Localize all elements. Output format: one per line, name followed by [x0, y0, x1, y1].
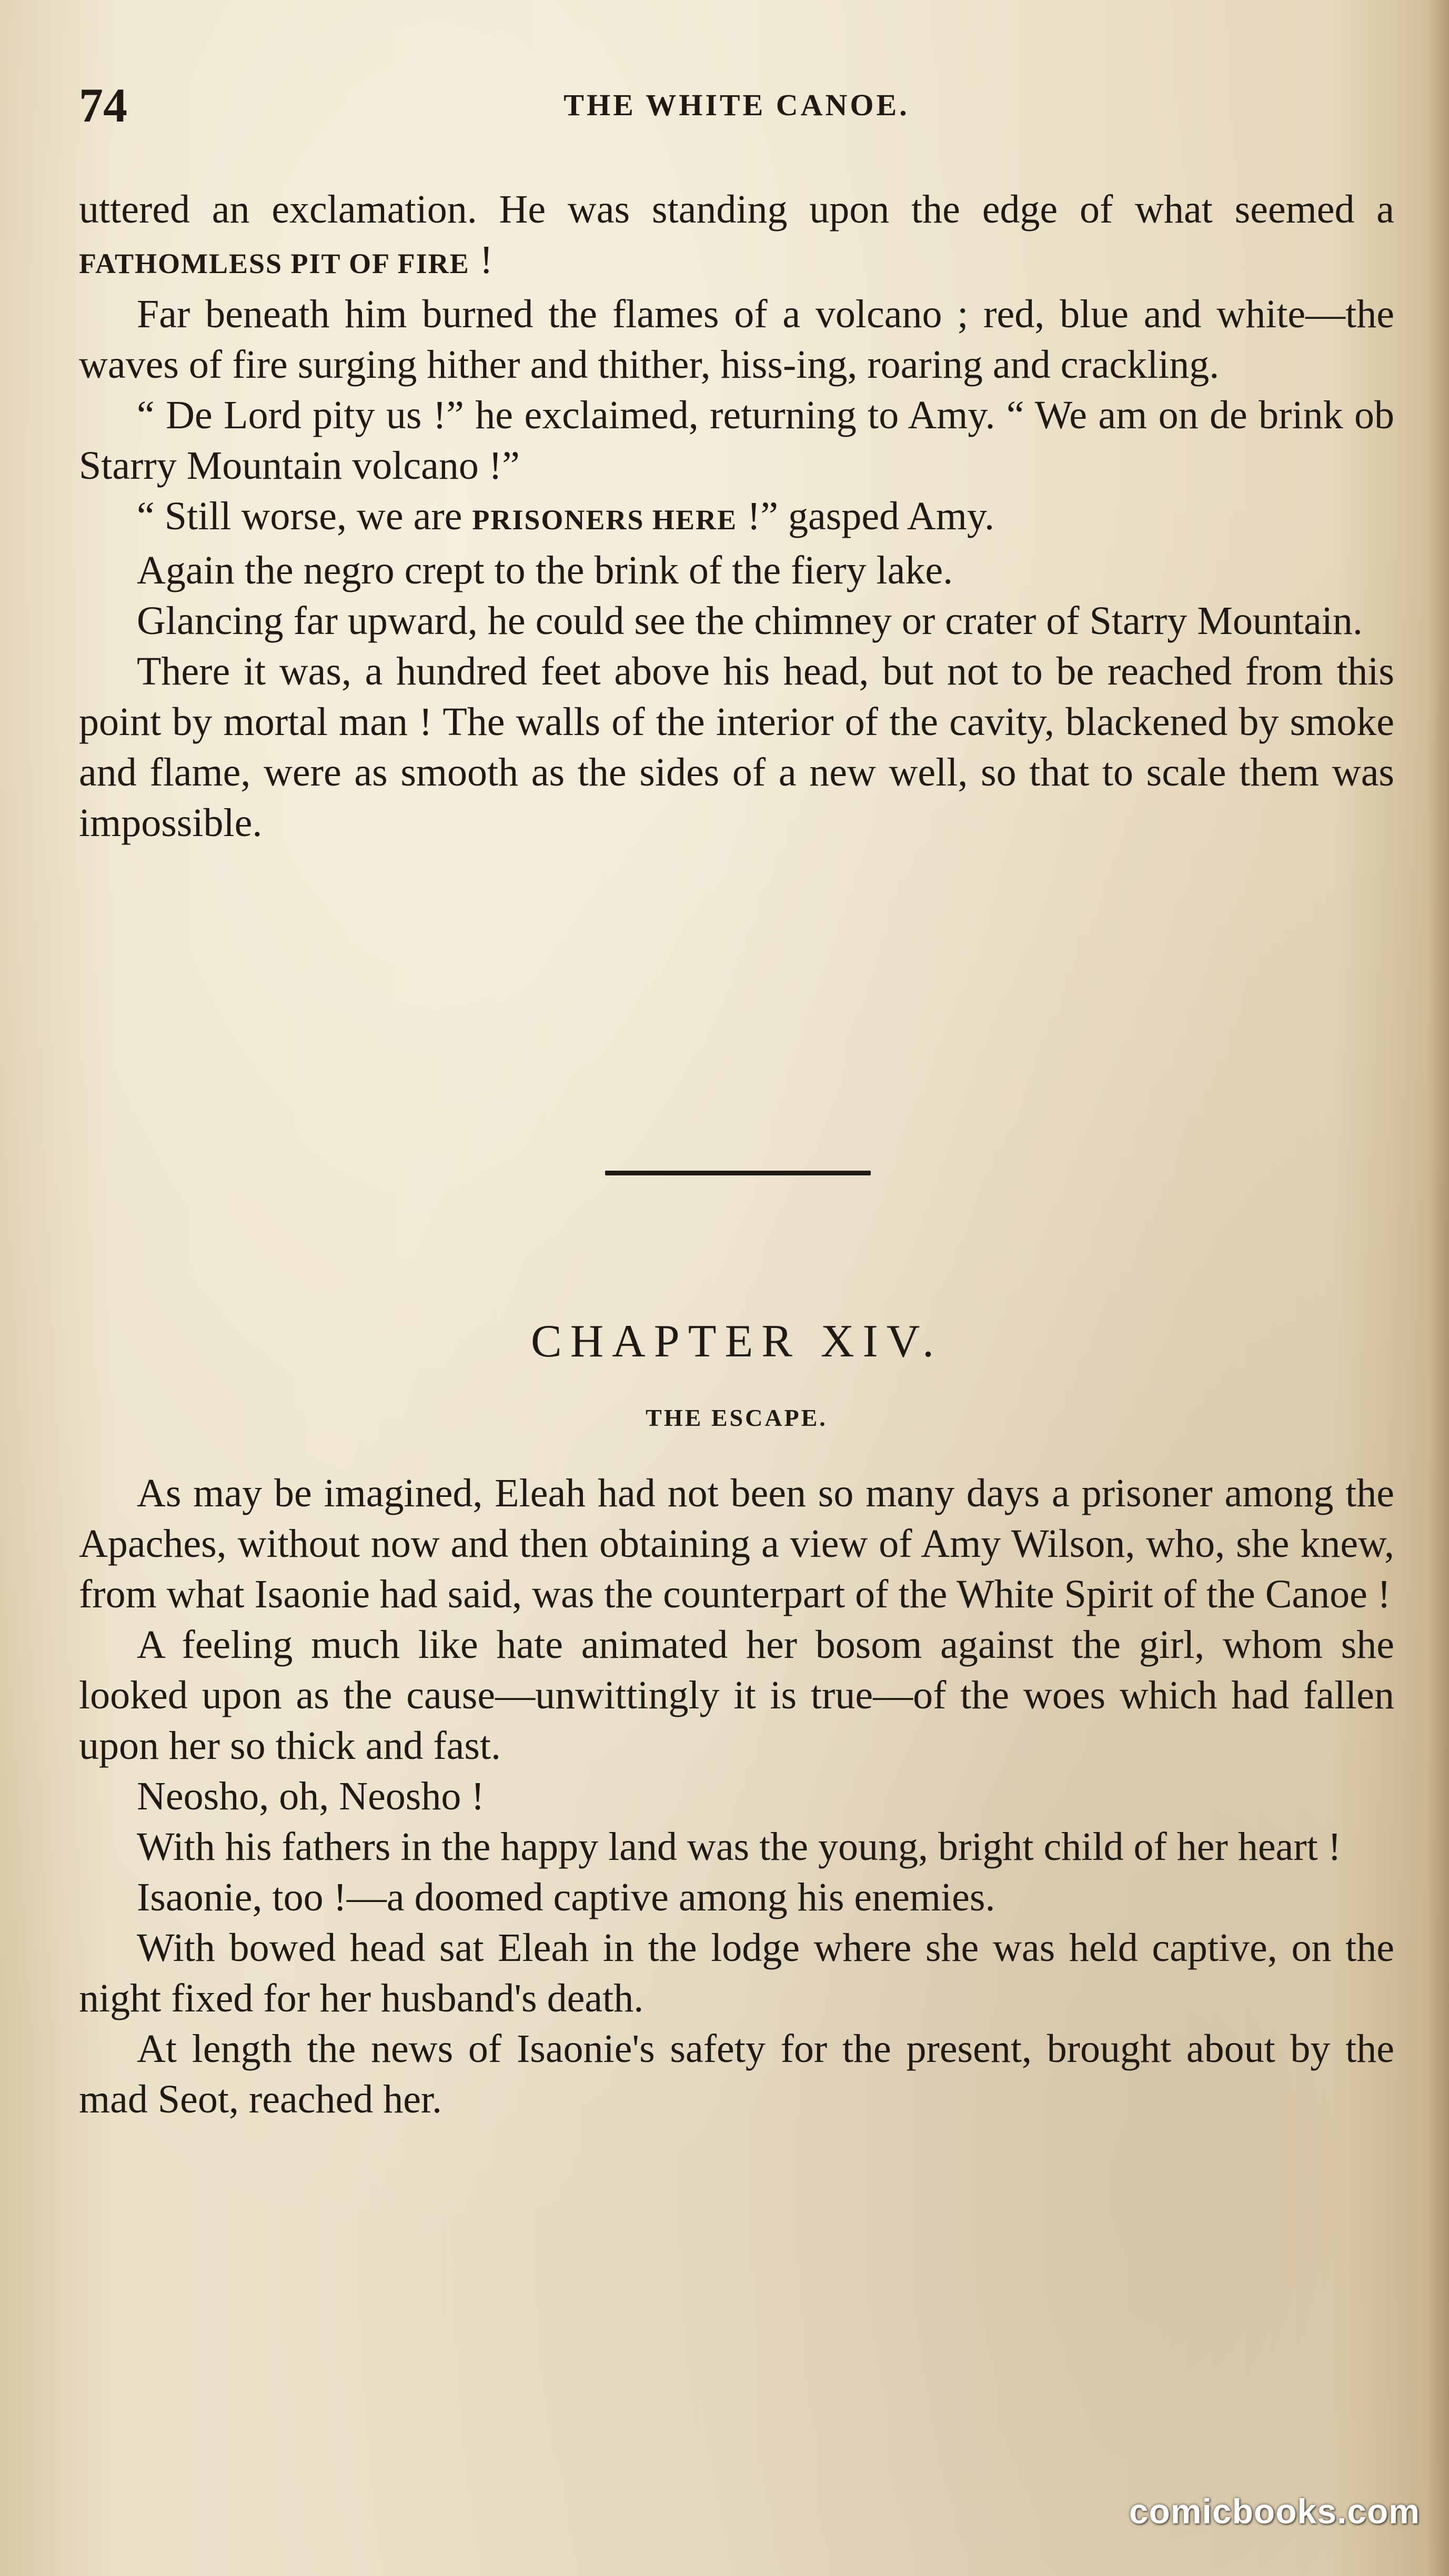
running-title: THE WHITE CANOE.	[564, 88, 910, 122]
paragraph: With bowed head sat Eleah in the lodge where she was held captive, on the night fixed for her husband's death.	[79, 1926, 1394, 2020]
paragraph: A feeling much like hate animated her bosom against the girl, whom she looked upon as the cause—unwittingly it is true—of the woes which had fallen upon her so thick and fast.	[79, 1623, 1394, 1768]
page-edge-shadow	[1428, 0, 1449, 2576]
paragraph: Isaonie, too !—a doomed captive among his enemies.	[137, 1875, 995, 1919]
paragraph: With his fathers in the happy land was the young, bright child of her heart !	[137, 1825, 1342, 1869]
section-divider	[605, 1171, 871, 1175]
paragraph: “ De Lord pity us !” he exclaimed, returning to Amy. “ We am on de brink ob Starry Mountain volcano !”	[79, 393, 1394, 488]
small-caps-phrase: PRISONERS HERE	[472, 504, 737, 536]
paragraph: Neosho, oh, Neosho !	[137, 1774, 485, 1818]
page-header	[79, 74, 1394, 137]
paragraph: Glancing far upward, he could see the chimney or crater of Starry Mountain.	[137, 599, 1363, 643]
paragraph: As may be imagined, Eleah had not been so many days a prisoner among the Apaches, without now and then obtaining a view of Amy Wilson, who, she knew, from what Isaonie had said, was the counterpart of the White Spirit of the Canoe !	[79, 1471, 1394, 1616]
paragraph: Far beneath him burned the flames of a volcano ; red, blue and white—the waves of fire surging hither and thither, hiss-ing, roaring and crackling.	[79, 292, 1394, 387]
small-caps-phrase: FATHOMLESS PIT OF FIRE	[79, 248, 470, 279]
paragraph: There it was, a hundred feet above his head, but not to be reached from this point by mortal man ! The walls of the interior of the cavity, blackened by smoke and flame, were as smooth as the sides of a new well, so that to scale them was impossible.	[79, 649, 1394, 845]
paragraph: At length the news of Isaonie's safety for the present, brought about by the mad Seot, reached her.	[79, 2027, 1394, 2121]
chapter-heading: CHAPTER XIV.	[530, 1316, 942, 1367]
paragraph: “ Still worse, we are PRISONERS HERE !” gasped Amy.	[137, 494, 994, 538]
paragraph: uttered an exclamation. He was standing upon the edge of what seemed a FATHOMLESS PIT OF FIRE !	[79, 187, 1394, 282]
watermark: comicbooks.com	[1129, 2492, 1420, 2531]
text-block-upper	[79, 184, 1394, 848]
page-number: 74	[79, 78, 127, 132]
chapter-subtitle: THE ESCAPE.	[646, 1404, 828, 1431]
paragraph: Again the negro crept to the brink of the fiery lake.	[137, 548, 953, 592]
text-block-lower	[79, 1468, 1394, 2125]
